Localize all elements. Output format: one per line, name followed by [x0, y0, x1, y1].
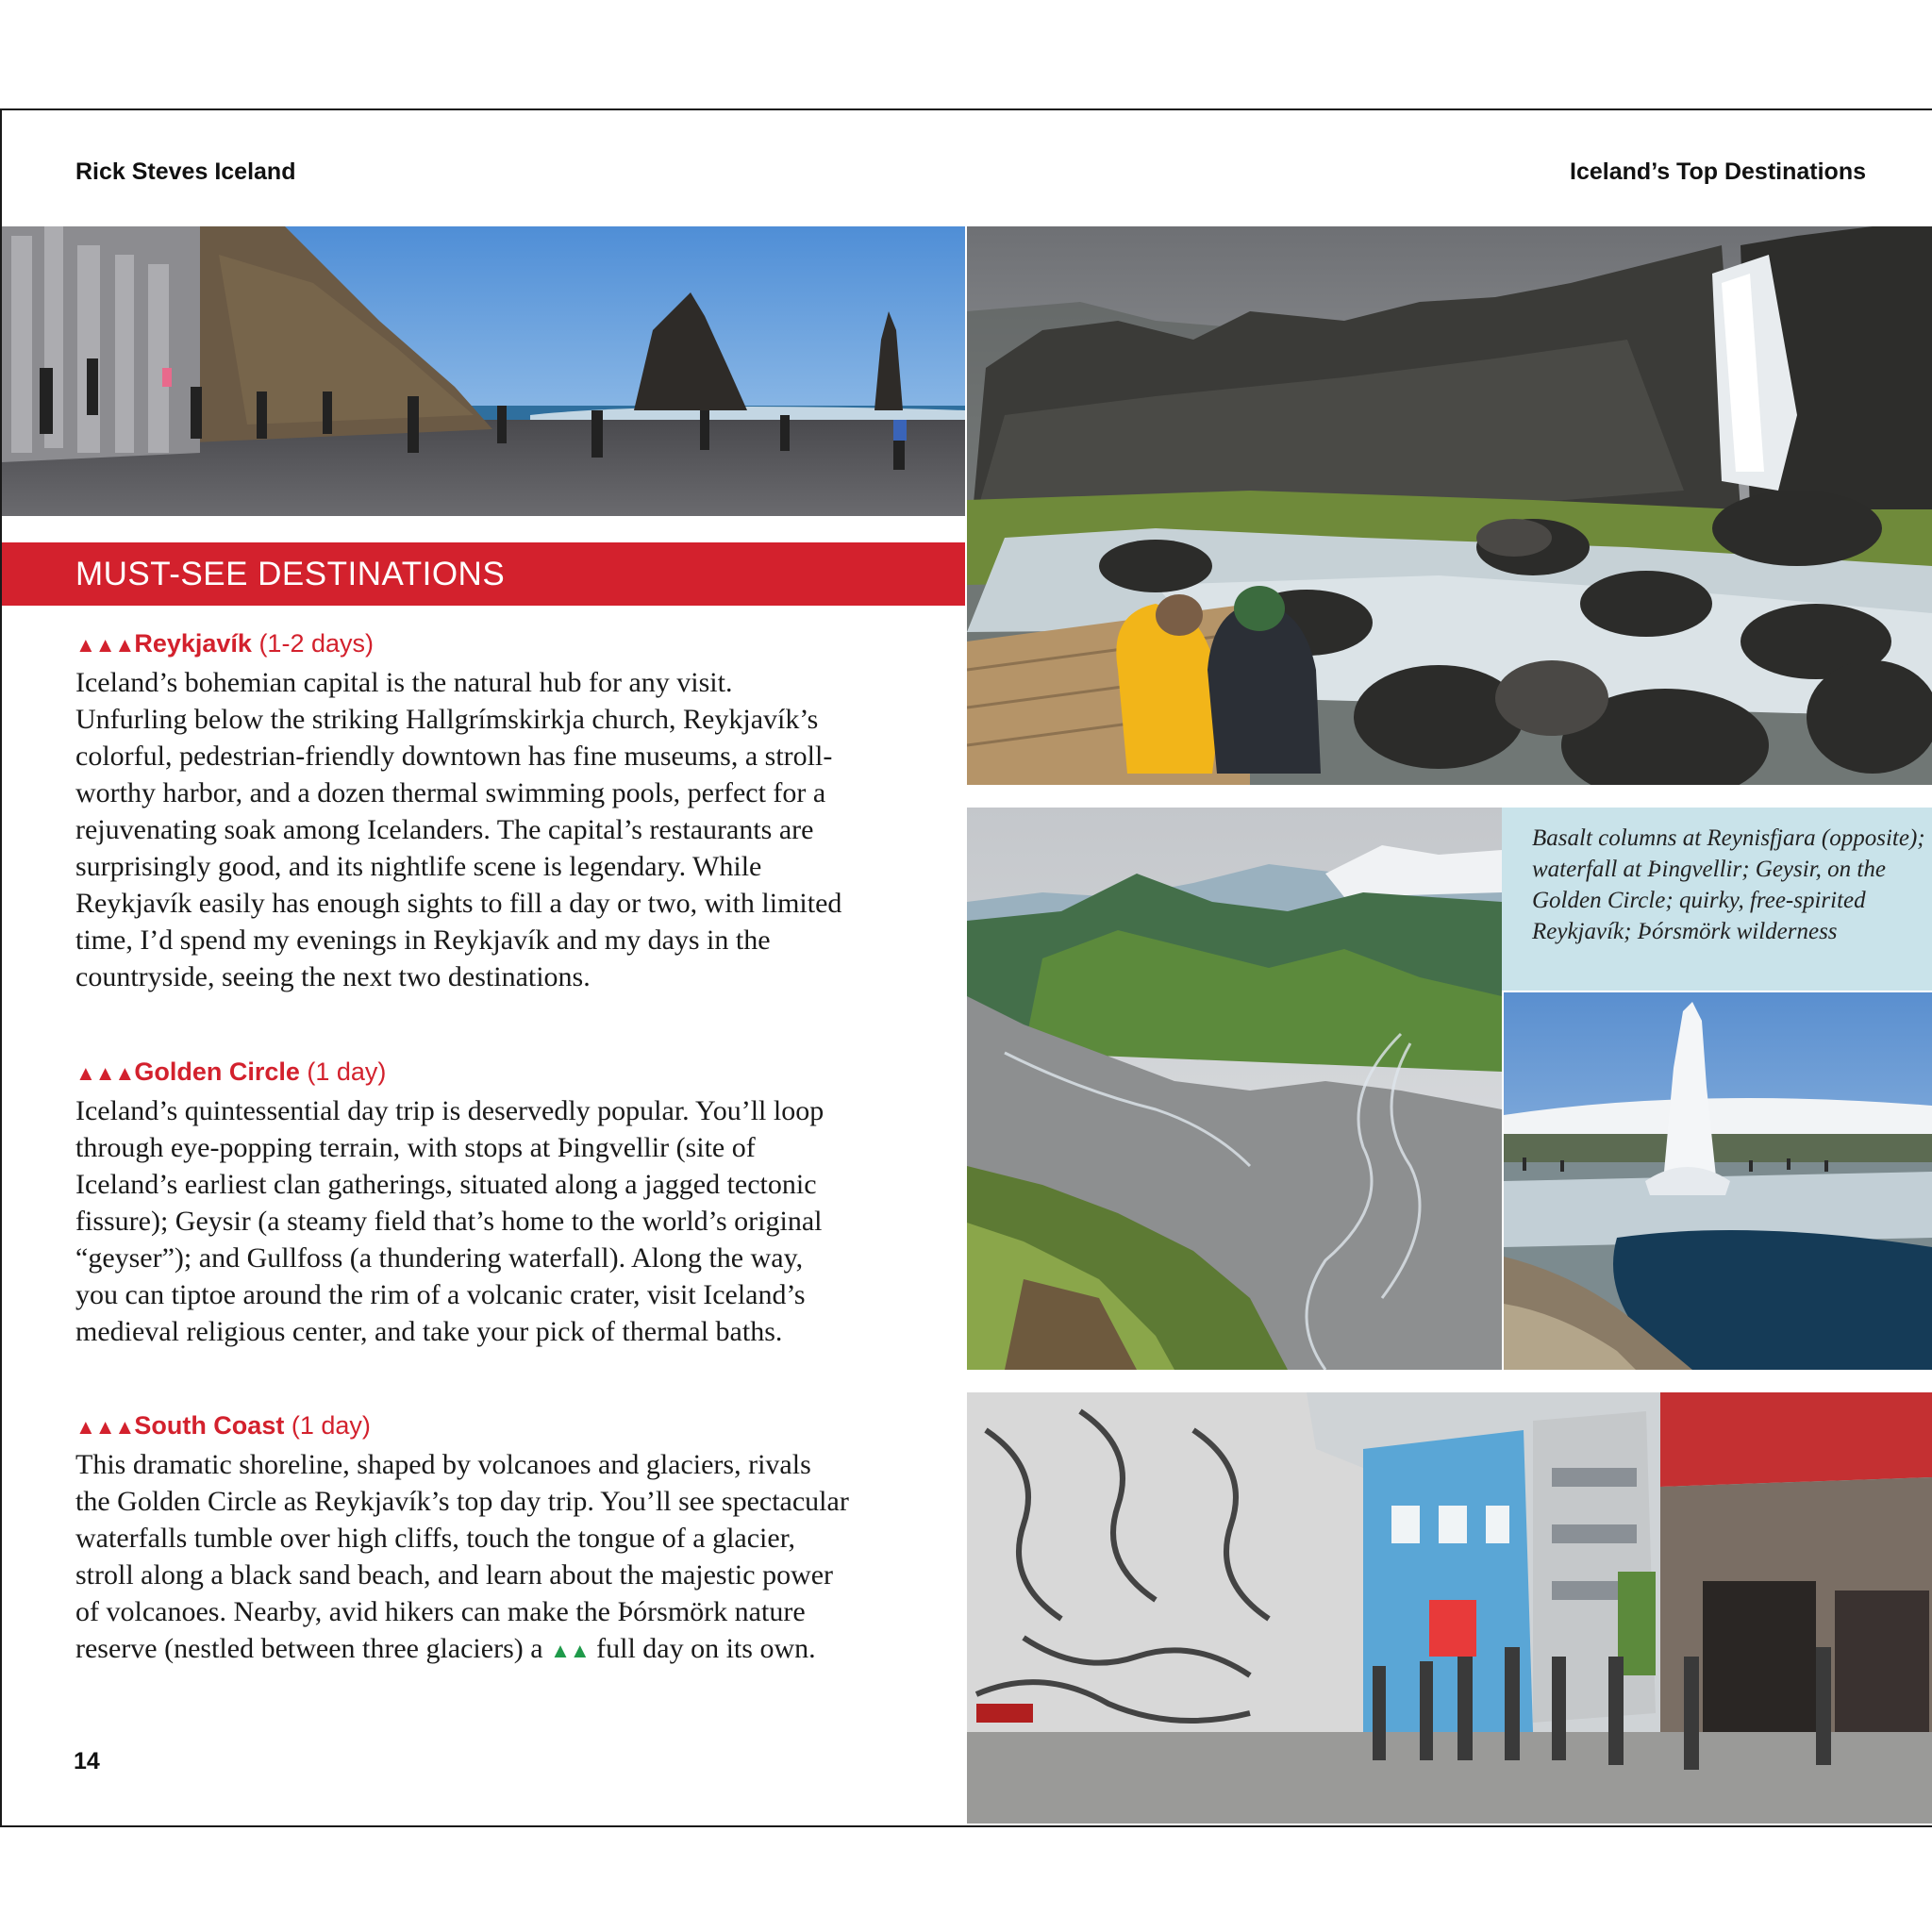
photo-caption-text: Basalt columns at Reynisfjara (opposite); waterfall at Þingvellir; Geysir, on the Golden Circle; quirky, free-spirited Reykjavík; Þórsmörk wilderness: [1532, 825, 1925, 944]
destination-name: South Coast: [134, 1411, 285, 1440]
inline-rating-triangles: ▲▲: [550, 1639, 590, 1662]
destination-entry-reykjavik: [75, 626, 849, 995]
rating-triangles: ▲▲▲: [75, 633, 135, 657]
rating-triangles: ▲▲▲: [75, 1415, 135, 1439]
photo-thorsmork-wilderness: [967, 808, 1502, 1370]
photo-reykjavik-street: [967, 1392, 1932, 1824]
photo-geysir: [1504, 992, 1932, 1370]
destination-duration: (1-2 days): [251, 629, 374, 658]
photo-caption-box: [1502, 808, 1932, 991]
running-head-chapter-title: Iceland’s Top Destinations: [1570, 158, 1866, 185]
destination-duration: (1 day): [299, 1058, 387, 1086]
photo-thingvellir-waterfall: [967, 226, 1932, 785]
destination-entry-south-coast: [75, 1408, 849, 1669]
destination-name: Reykjavík: [134, 629, 252, 658]
destination-entry-golden-circle: [75, 1055, 849, 1350]
section-banner: [2, 542, 965, 606]
destination-description: Iceland’s quintessential day trip is deservedly popular. You’ll loop through eye-popping terrain, with stops at Þingvellir (site of Iceland’s earliest clan gatherings, situated along a jagged tectonic fissure); Geysir (a steamy field that’s home to the world’s original “geyser”); and Gullfoss (a thundering waterfall). Along the way, you can tiptoe around the rim of a volcanic crater, visit Iceland’s medieval religious center, and take your pick of thermal baths.: [75, 1095, 824, 1347]
page-number: 14: [74, 1748, 100, 1774]
destination-heading: [75, 626, 849, 662]
section-title: MUST-SEE DESTINATIONS: [75, 556, 506, 592]
destination-heading: [75, 1408, 849, 1444]
photo-reynisfjara-beach: [2, 226, 965, 516]
destination-description: [75, 1446, 849, 1669]
destination-description: Iceland’s bohemian capital is the natural hub for any visit. Unfurling below the striking Hallgrímskirkja church, Reykjavík’s colorful, pedestrian-friendly downtown has fine museums, a stroll-worthy harbor, and a dozen thermal swimming pools, perfect for a rejuvenating soak among Icelanders. The capital’s restaurants are surprisingly good, and its nightlife scene is legendary. While Reykjavík easily has enough sights to fill a day or two, with limited time, I’d spend my evenings in Reykjavík and my days in the countryside, seeing the next two destinations.: [75, 667, 842, 992]
running-head-book-title: Rick Steves Iceland: [75, 158, 296, 185]
destination-name: Golden Circle: [134, 1058, 300, 1086]
destination-duration: (1 day): [284, 1411, 371, 1440]
description-text: This dramatic shoreline, shaped by volcanoes and glaciers, rivals the Golden Circle as Reykjavík’s top day trip. You’ll see spectacular waterfalls tumble over high cliffs, touch the tongue of a glacier, stroll along a black sand beach, and learn about the majestic power of volcanoes. Nearby, avid hikers can make the Þórsmörk nature reserve (nestled between three glaciers) a: [75, 1449, 849, 1664]
destination-heading: [75, 1055, 849, 1091]
rating-triangles: ▲▲▲: [75, 1061, 135, 1085]
description-text-end: full day on its own.: [596, 1633, 816, 1664]
